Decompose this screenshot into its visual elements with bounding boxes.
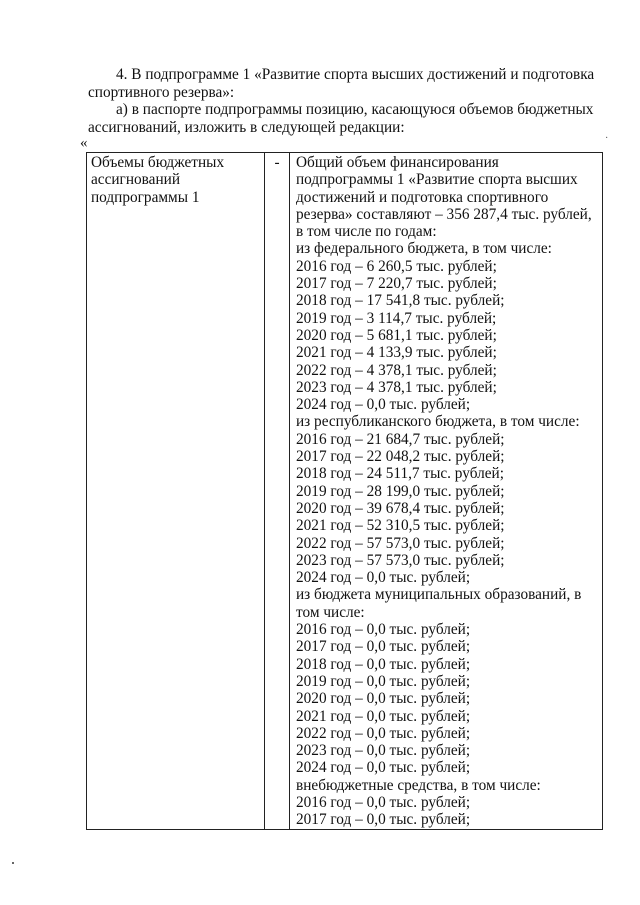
budget-line: 2020 год – 0,0 тыс. рублей; xyxy=(296,690,471,708)
budget-line: 2018 год – 17 541,8 тыс. рублей; xyxy=(296,292,505,310)
budget-line: 2017 год – 7 220,7 тыс. рублей; xyxy=(296,275,497,293)
budget-line: 2019 год – 28 199,0 тыс. рублей; xyxy=(296,482,505,500)
budget-line: 2024 год – 0,0 тыс. рублей; xyxy=(296,569,471,587)
budget-line: из республиканского бюджета, в том числе: xyxy=(296,413,580,431)
budget-line: 2016 год – 6 260,5 тыс. рублей; xyxy=(296,257,497,275)
passport-table xyxy=(86,152,603,830)
budget-line: 2023 год – 57 573,0 тыс. рублей; xyxy=(296,551,505,569)
budget-line: Общий объем финансирования xyxy=(296,154,499,171)
label-line: подпрограммы 1 xyxy=(91,188,200,206)
budget-line: 2016 год – 0,0 тыс. рублей; xyxy=(296,621,471,639)
budget-line: 2021 год – 52 310,5 тыс. рублей; xyxy=(296,517,505,535)
budget-line: том числе: xyxy=(296,603,365,621)
budget-line: 2024 год – 0,0 тыс. рублей; xyxy=(296,396,471,414)
budget-line: 2016 год – 0,0 тыс. рублей; xyxy=(296,793,471,811)
budget-line: 2017 год – 0,0 тыс. рублей; xyxy=(296,638,471,656)
budget-label-cell xyxy=(87,153,265,830)
dash-cell xyxy=(265,153,290,830)
label-line: ассигнований xyxy=(91,171,181,189)
budget-line: 2018 год – 24 511,7 тыс. рублей; xyxy=(296,465,504,483)
budget-line: 2021 год – 4 133,9 тыс. рублей; xyxy=(296,344,497,362)
budget-line: подпрограммы 1 «Развитие спорта высших xyxy=(296,171,578,189)
paragraph-passport-amendment: а) в паспорте подпрограммы позицию, касающуюся объемов бюджетных ассигнований, изложить в следующей редакции: xyxy=(88,101,594,136)
open-quote: « xyxy=(80,135,88,151)
budget-line: 2023 год – 0,0 тыс. рублей; xyxy=(296,742,471,760)
budget-line: 2016 год – 21 684,7 тыс. рублей; xyxy=(296,430,505,448)
budget-line: 2022 год – 57 573,0 тыс. рублей; xyxy=(296,534,505,552)
budget-line: в том числе по годам: xyxy=(296,223,437,241)
budget-line: 2017 год – 0,0 тыс. рублей; xyxy=(296,811,471,829)
dash: - xyxy=(274,154,280,171)
scan-speck xyxy=(12,862,14,864)
budget-line: резерва» составляют – 356 287,4 тыс. рублей, xyxy=(296,205,592,223)
paragraph-subprogram-1: 4. В подпрограмме 1 «Развитие спорта высших достижений и подготовка спортивного резерва»: xyxy=(88,66,595,101)
budget-line: из федерального бюджета, в том числе: xyxy=(296,240,552,258)
budget-line: из бюджета муниципальных образований, в xyxy=(296,586,582,604)
budget-line: достижений и подготовка спортивного xyxy=(296,188,549,206)
budget-line: 2021 год – 0,0 тыс. рублей; xyxy=(296,707,471,725)
budget-line: 2019 год – 3 114,7 тыс. рублей; xyxy=(296,309,497,327)
scan-mark: · xyxy=(605,133,609,144)
budget-line: 2023 год – 4 378,1 тыс. рублей; xyxy=(296,378,497,396)
budget-content-cell xyxy=(290,153,603,830)
table-row xyxy=(87,153,603,830)
label-line: Объемы бюджетных xyxy=(91,154,225,171)
budget-line: внебюджетные средства, в том числе: xyxy=(296,776,541,794)
budget-line: 2022 год – 0,0 тыс. рублей; xyxy=(296,724,471,742)
budget-line: 2019 год – 0,0 тыс. рублей; xyxy=(296,672,471,690)
budget-line: 2022 год – 4 378,1 тыс. рублей; xyxy=(296,361,497,379)
budget-line: 2020 год – 39 678,4 тыс. рублей; xyxy=(296,499,505,517)
budget-line: 2017 год – 22 048,2 тыс. рублей; xyxy=(296,448,505,466)
budget-line: 2020 год – 5 681,1 тыс. рублей; xyxy=(296,326,497,344)
budget-line: 2018 год – 0,0 тыс. рублей; xyxy=(296,655,471,673)
budget-line: 2024 год – 0,0 тыс. рублей; xyxy=(296,759,471,777)
